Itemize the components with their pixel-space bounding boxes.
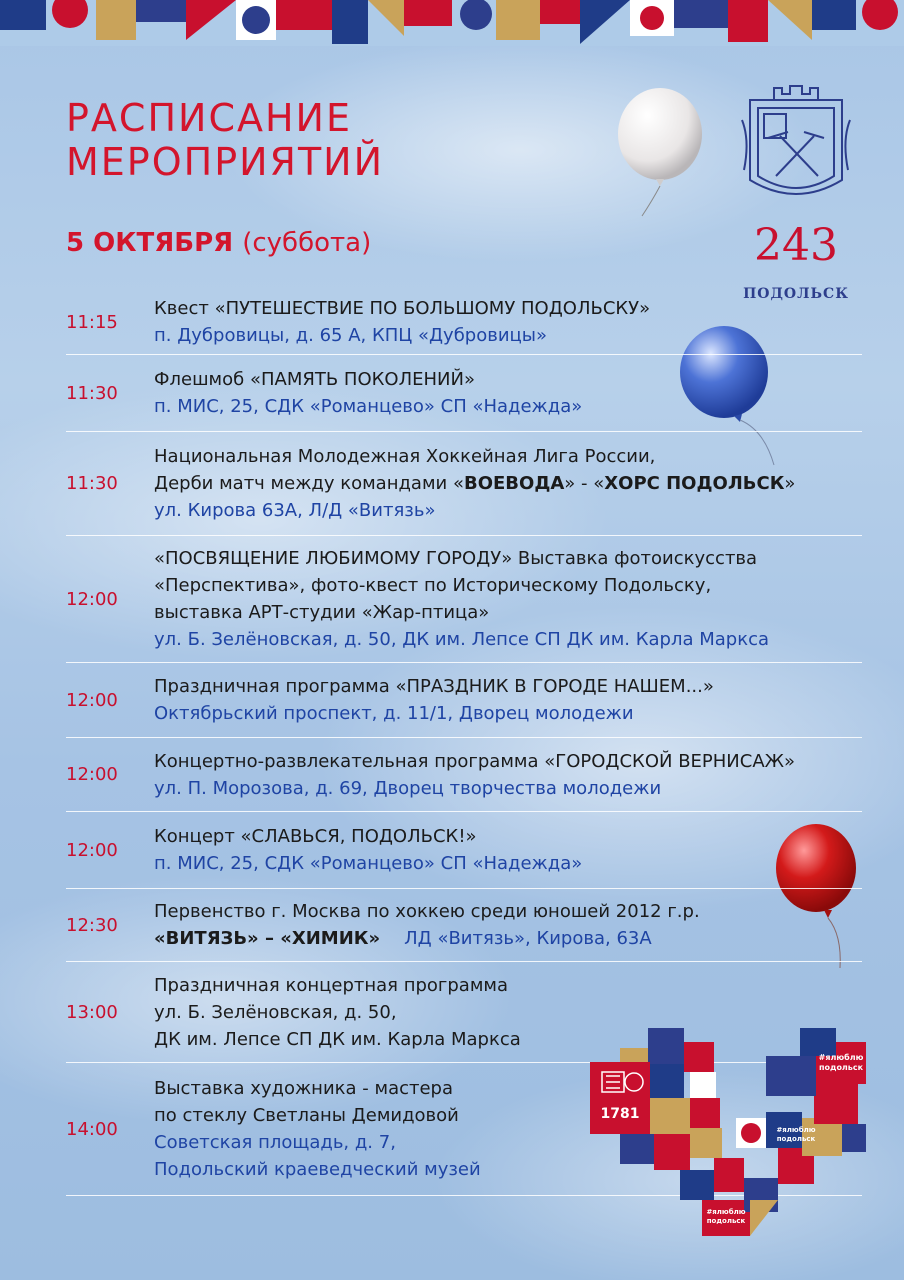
- event-time: 11:15: [66, 311, 118, 333]
- anniversary-number: 243: [754, 220, 838, 271]
- event-body: [154, 366, 862, 420]
- event-time: 12:00: [66, 588, 118, 610]
- event-title-derby: [154, 470, 862, 497]
- event-body: [154, 673, 862, 727]
- event-place: п. МИС, 25, СДК «Романцево» СП «Надежда»: [154, 396, 583, 417]
- derby-suffix: »: [784, 473, 796, 494]
- event-title: Праздничная программа «ПРАЗДНИК В ГОРОДЕ НАШЕМ...»: [154, 676, 714, 697]
- event-place: Подольский краеведческий музей: [154, 1159, 481, 1180]
- event-title: Первенство г. Москва по хоккею среди юношей 2012 г.р.: [154, 901, 700, 922]
- match-dash: –: [258, 928, 281, 949]
- heart-logo-icon: [590, 1028, 866, 1236]
- event-time: 11:30: [66, 382, 118, 404]
- event-title: Концерт «СЛАВЬСЯ, ПОДОЛЬСК!»: [154, 826, 477, 847]
- event-title: Флешмоб «ПАМЯТЬ ПОКОЛЕНИЙ»: [154, 369, 475, 390]
- derby-separator: » - «: [564, 473, 605, 494]
- event-title: Концертно-развлекательная программа «ГОРОДСКОЙ ВЕРНИСАЖ»: [154, 750, 796, 772]
- page-title-line2: МЕРОПРИЯТИЙ: [66, 140, 385, 184]
- event-title-match: [154, 925, 862, 952]
- event-row: [66, 355, 862, 432]
- event-body: [154, 443, 862, 524]
- event-place: ул. Б. Зелёновская, д. 50, ДК им. Лепсе СП ДК им. Карла Маркса: [154, 629, 770, 650]
- event-time: 12:00: [66, 689, 118, 711]
- event-title: Праздничная концертная программа: [154, 974, 509, 996]
- hashtag-label: #ялюблю: [706, 1208, 746, 1216]
- event-title: выставка АРТ-студии «Жар-птица»: [154, 602, 490, 623]
- decorative-top-band: [0, 0, 904, 46]
- hashtag-label: подольск: [706, 1217, 746, 1225]
- event-row: [66, 889, 862, 962]
- event-time: 12:30: [66, 914, 118, 936]
- event-title: Выставка художника - мастера: [154, 1078, 454, 1099]
- heart-year: 1781: [600, 1106, 640, 1122]
- event-time: 11:30: [66, 473, 118, 494]
- event-body: [154, 545, 862, 653]
- hashtag-label: подольск: [818, 1063, 864, 1072]
- event-row: [66, 663, 862, 738]
- event-time: 12:00: [66, 764, 118, 785]
- anniversary-city: ПОДОЛЬСК: [743, 286, 849, 302]
- event-row: [66, 738, 862, 812]
- hashtag-label: подольск: [776, 1135, 816, 1143]
- event-title: по стеклу Светланы Демидовой: [154, 1105, 459, 1126]
- event-row: [66, 432, 862, 536]
- weekday-text: (суббота): [242, 228, 372, 258]
- event-place: ул. Кирова 63А, Л/Д «Витязь»: [154, 500, 436, 521]
- event-title: «ПОСВЯЩЕНИЕ ЛЮБИМОМУ ГОРОДУ» Выставка фотоискусства: [154, 548, 758, 569]
- event-title: Национальная Молодежная Хоккейная Лига России,: [154, 446, 656, 467]
- team-khimik: «ХИМИК»: [280, 928, 381, 949]
- white-balloon-icon: [612, 86, 708, 226]
- event-time: 14:00: [66, 1118, 118, 1140]
- event-body: [154, 898, 862, 952]
- event-place: ЛД «Витязь», Кирова, 63А: [404, 928, 652, 949]
- event-body: [154, 748, 862, 802]
- hashtag-label: #ялюблю: [818, 1053, 864, 1062]
- event-place: п. Дубровицы, д. 65 А, КПЦ «Дубровицы»: [154, 325, 548, 346]
- page-title-line1: РАСПИСАНИЕ: [66, 96, 352, 140]
- team-khors: ХОРС ПОДОЛЬСК: [604, 473, 785, 494]
- date-text: 5 ОКТЯБРЯ: [66, 228, 234, 258]
- city-coat-of-arms-icon: [740, 80, 852, 210]
- event-row: [66, 536, 862, 663]
- event-row: [66, 290, 862, 355]
- event-time: 13:00: [66, 1001, 118, 1023]
- event-title: «Перспектива», фото-квест по Историческому Подольску,: [154, 575, 712, 596]
- hashtag-label: #ялюблю: [776, 1126, 816, 1134]
- event-title: Квест «ПУТЕШЕСТВИЕ ПО БОЛЬШОМУ ПОДОЛЬСКУ»: [154, 298, 651, 319]
- page-title: [66, 96, 384, 184]
- event-place: Советская площадь, д. 7,: [154, 1132, 396, 1153]
- event-body: [154, 295, 862, 349]
- team-voevoda: ВОЕВОДА: [463, 473, 565, 494]
- event-place: п. МИС, 25, СДК «Романцево» СП «Надежда»: [154, 853, 583, 874]
- event-place-line: ул. Б. Зелёновская, д. 50,: [154, 1001, 397, 1023]
- event-place: Октябрьский проспект, д. 11/1, Дворец молодежи: [154, 703, 634, 724]
- team-vityaz: «ВИТЯЗЬ»: [154, 928, 259, 949]
- event-place: ул. П. Морозова, д. 69, Дворец творчества молодежи: [154, 777, 662, 799]
- event-body: [154, 823, 862, 877]
- derby-prefix: Дерби матч между командами «: [154, 473, 464, 494]
- event-row: [66, 812, 862, 889]
- event-time: 12:00: [66, 839, 118, 861]
- event-place-line: ДК им. Лепсе СП ДК им. Карла Маркса: [154, 1028, 521, 1050]
- date-heading: [66, 228, 371, 258]
